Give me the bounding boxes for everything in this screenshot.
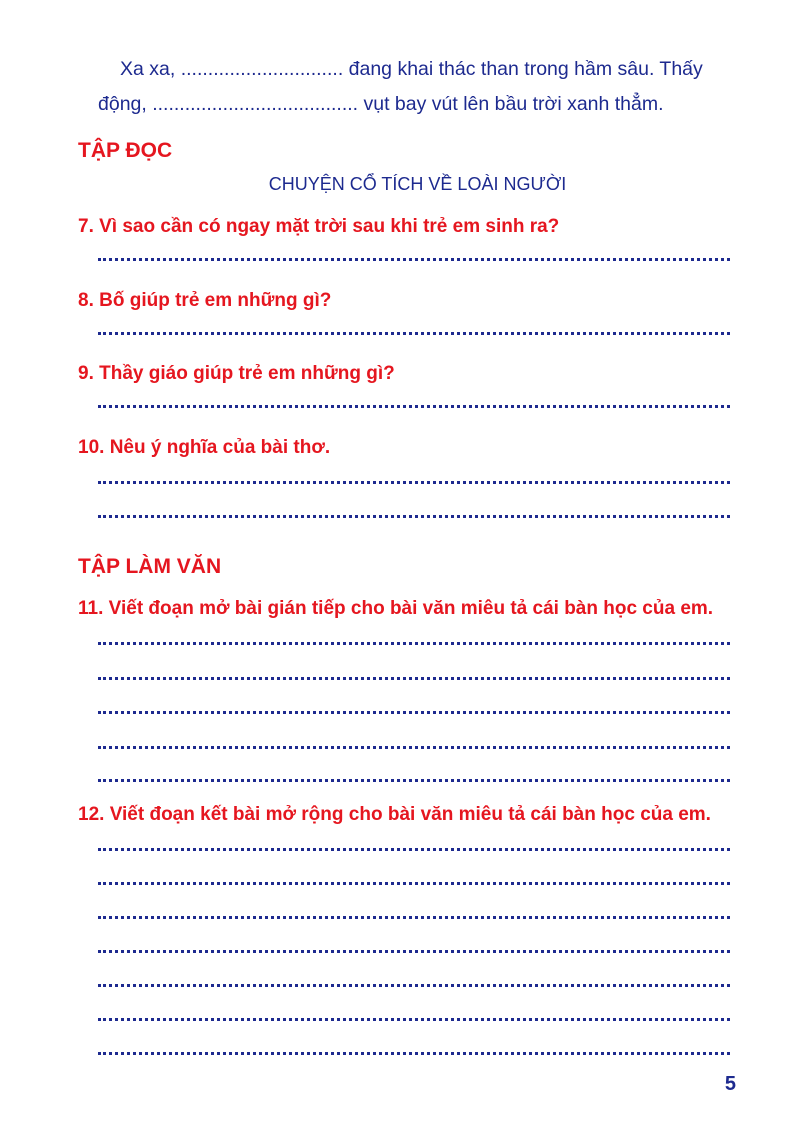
answer-line-q12-4[interactable] — [98, 950, 730, 953]
answer-line-q7-1[interactable] — [98, 258, 730, 261]
intro-line-2: động, ...................................... vụt bay vút lên bầu trời xanh thẳm. — [98, 93, 664, 115]
answer-line-q11-5[interactable] — [98, 779, 730, 782]
page-number: 5 — [724, 1073, 736, 1095]
answer-line-q8-1[interactable] — [98, 332, 730, 335]
answer-line-q11-2[interactable] — [98, 677, 730, 680]
answer-line-q9-1[interactable] — [98, 405, 730, 408]
answer-line-q11-1[interactable] — [98, 642, 730, 645]
intro-line-1: Xa xa, .............................. đang khai thác than trong hầm sâu. Thấy — [120, 58, 703, 80]
answer-line-q11-3[interactable] — [98, 711, 730, 714]
answer-line-q12-2[interactable] — [98, 882, 730, 885]
question-10: 10. Nêu ý nghĩa của bài thơ. — [78, 437, 331, 458]
answer-line-q12-7[interactable] — [98, 1052, 730, 1055]
question-11: 11. Viết đoạn mở bài gián tiếp cho bài văn miêu tả cái bàn học của em. — [78, 598, 714, 619]
section-heading-reading: TẬP ĐỌC — [78, 139, 173, 162]
answer-line-q11-4[interactable] — [98, 746, 730, 749]
question-9: 9. Thầy giáo giúp trẻ em những gì? — [78, 363, 395, 384]
intro-paragraph — [98, 52, 718, 122]
question-7: 7. Vì sao cần có ngay mặt trời sau khi trẻ em sinh ra? — [78, 216, 560, 237]
answer-line-q12-6[interactable] — [98, 1018, 730, 1021]
answer-line-q12-5[interactable] — [98, 984, 730, 987]
section-heading-writing: TẬP LÀM VĂN — [78, 555, 222, 578]
answer-line-q10-1[interactable] — [98, 481, 730, 484]
answer-line-q12-1[interactable] — [98, 848, 730, 851]
question-12: 12. Viết đoạn kết bài mở rộng cho bài văn miêu tả cái bàn học của em. — [78, 804, 711, 825]
answer-line-q12-3[interactable] — [98, 916, 730, 919]
poem-title: CHUYỆN CỔ TÍCH VỀ LOÀI NGƯỜI — [268, 174, 567, 194]
answer-line-q10-2[interactable] — [98, 515, 730, 518]
question-8: 8. Bố giúp trẻ em những gì? — [78, 290, 332, 311]
